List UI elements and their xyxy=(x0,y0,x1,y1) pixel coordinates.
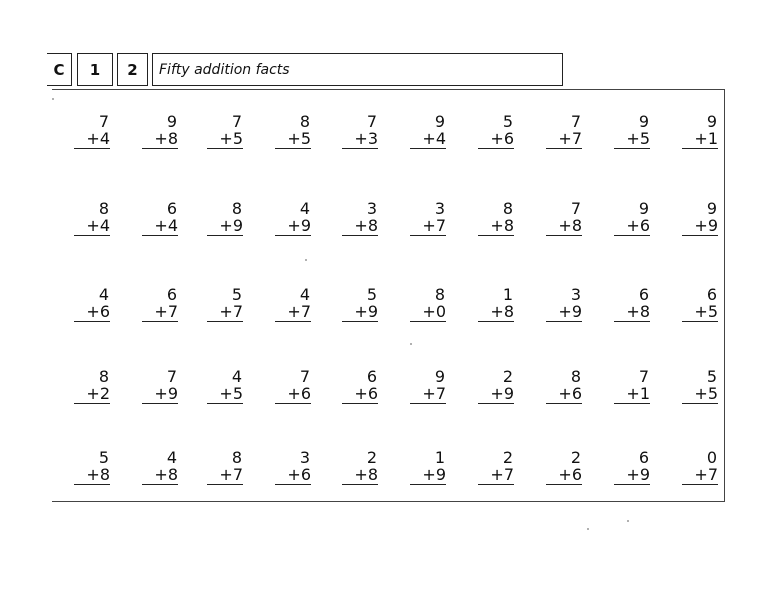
addend-top: 8 xyxy=(231,199,242,218)
addend-top: 8 xyxy=(299,112,310,131)
addend-top: 3 xyxy=(434,199,445,218)
addition-problem xyxy=(614,449,650,485)
addition-problem xyxy=(546,286,582,322)
addition-problem xyxy=(207,286,243,322)
addend-bottom: +6 xyxy=(478,130,514,149)
addition-problem xyxy=(342,449,378,485)
addend-bottom: +6 xyxy=(546,466,582,485)
addend-bottom: +7 xyxy=(478,466,514,485)
addend-top: 4 xyxy=(299,199,310,218)
addition-problem xyxy=(342,368,378,404)
addition-problem xyxy=(546,449,582,485)
addend-bottom: +9 xyxy=(142,385,178,404)
addend-top: 6 xyxy=(706,285,717,304)
addend-bottom: +5 xyxy=(682,303,718,322)
addend-bottom: +1 xyxy=(682,130,718,149)
addend-top: 6 xyxy=(638,285,649,304)
addend-top: 5 xyxy=(98,448,109,467)
addend-top: 6 xyxy=(638,448,649,467)
addition-problem xyxy=(410,449,446,485)
addition-problem xyxy=(142,368,178,404)
addition-problem xyxy=(546,113,582,149)
addend-top: 4 xyxy=(299,285,310,304)
series-box xyxy=(47,53,72,86)
addend-top: 6 xyxy=(366,367,377,386)
addend-top: 7 xyxy=(166,367,177,386)
addend-top: 4 xyxy=(98,285,109,304)
addition-problem xyxy=(275,449,311,485)
addition-problem xyxy=(142,449,178,485)
addition-problem xyxy=(478,286,514,322)
addition-problem xyxy=(614,200,650,236)
addition-problem xyxy=(342,286,378,322)
addend-bottom: +2 xyxy=(74,385,110,404)
addition-problem xyxy=(546,368,582,404)
addition-problem xyxy=(207,449,243,485)
addend-bottom: +9 xyxy=(546,303,582,322)
addend-bottom: +0 xyxy=(410,303,446,322)
scan-speck xyxy=(410,343,412,345)
addition-problem xyxy=(142,113,178,149)
addend-bottom: +8 xyxy=(478,217,514,236)
addend-top: 8 xyxy=(231,448,242,467)
addition-problem xyxy=(74,286,110,322)
addition-problem xyxy=(682,368,718,404)
addend-bottom: +8 xyxy=(142,466,178,485)
addition-problem xyxy=(207,113,243,149)
addend-top: 9 xyxy=(706,112,717,131)
addend-top: 5 xyxy=(231,285,242,304)
addition-problem xyxy=(682,286,718,322)
addend-bottom: +4 xyxy=(74,217,110,236)
addition-problem xyxy=(275,113,311,149)
addend-top: 9 xyxy=(166,112,177,131)
addend-top: 6 xyxy=(166,199,177,218)
addend-top: 8 xyxy=(98,199,109,218)
addend-top: 2 xyxy=(570,448,581,467)
title-box xyxy=(152,53,563,86)
series-label: C xyxy=(53,60,65,79)
addend-bottom: +9 xyxy=(682,217,718,236)
addition-problem xyxy=(275,200,311,236)
addend-bottom: +6 xyxy=(614,217,650,236)
addend-top: 5 xyxy=(366,285,377,304)
addend-bottom: +7 xyxy=(207,466,243,485)
addend-bottom: +8 xyxy=(142,130,178,149)
addition-problem xyxy=(614,368,650,404)
addend-bottom: +9 xyxy=(275,217,311,236)
addend-top: 7 xyxy=(638,367,649,386)
addend-top: 4 xyxy=(231,367,242,386)
addend-bottom: +7 xyxy=(682,466,718,485)
addition-problem xyxy=(142,286,178,322)
scan-speck xyxy=(627,520,629,522)
addition-problem xyxy=(342,113,378,149)
addition-problem xyxy=(614,286,650,322)
scan-speck xyxy=(305,259,307,261)
addend-bottom: +4 xyxy=(142,217,178,236)
addend-top: 9 xyxy=(638,112,649,131)
addend-bottom: +8 xyxy=(342,217,378,236)
addition-problem xyxy=(410,286,446,322)
addend-top: 7 xyxy=(366,112,377,131)
addend-bottom: +6 xyxy=(546,385,582,404)
level-b-label: 2 xyxy=(127,60,138,79)
addend-bottom: +5 xyxy=(682,385,718,404)
scan-speck xyxy=(52,98,54,100)
addend-bottom: +7 xyxy=(275,303,311,322)
addition-problem xyxy=(478,200,514,236)
addend-top: 2 xyxy=(366,448,377,467)
addition-problem xyxy=(682,200,718,236)
addend-top: 5 xyxy=(706,367,717,386)
addend-top: 7 xyxy=(98,112,109,131)
addition-problem xyxy=(275,286,311,322)
problem-sheet xyxy=(52,89,725,502)
addition-problem xyxy=(74,449,110,485)
worksheet-title: Fifty addition facts xyxy=(159,61,290,78)
addend-top: 6 xyxy=(166,285,177,304)
addend-bottom: +5 xyxy=(207,130,243,149)
addend-bottom: +4 xyxy=(74,130,110,149)
level-a-label: 1 xyxy=(89,60,101,79)
addend-bottom: +6 xyxy=(275,385,311,404)
addition-problem xyxy=(546,200,582,236)
addend-bottom: +7 xyxy=(207,303,243,322)
addition-problem xyxy=(682,449,718,485)
addend-top: 7 xyxy=(570,199,581,218)
addend-top: 1 xyxy=(502,285,513,304)
addend-top: 2 xyxy=(502,367,513,386)
addend-top: 4 xyxy=(166,448,177,467)
addition-problem xyxy=(207,368,243,404)
addition-problem xyxy=(74,113,110,149)
addend-top: 9 xyxy=(434,112,445,131)
addend-bottom: +7 xyxy=(410,217,446,236)
addend-bottom: +8 xyxy=(342,466,378,485)
addend-top: 3 xyxy=(299,448,310,467)
scan-speck xyxy=(587,528,589,530)
addend-bottom: +4 xyxy=(410,130,446,149)
addend-bottom: +8 xyxy=(74,466,110,485)
addend-top: 2 xyxy=(502,448,513,467)
addend-bottom: +6 xyxy=(74,303,110,322)
addend-top: 9 xyxy=(706,199,717,218)
addition-problem xyxy=(275,368,311,404)
addend-top: 3 xyxy=(366,199,377,218)
addend-top: 5 xyxy=(502,112,513,131)
addend-bottom: +6 xyxy=(275,466,311,485)
addend-top: 9 xyxy=(638,199,649,218)
addend-bottom: +8 xyxy=(478,303,514,322)
addend-bottom: +8 xyxy=(546,217,582,236)
addition-problem xyxy=(410,200,446,236)
addend-bottom: +1 xyxy=(614,385,650,404)
addition-problem xyxy=(614,113,650,149)
addition-problem xyxy=(410,113,446,149)
addend-bottom: +9 xyxy=(478,385,514,404)
addition-problem xyxy=(478,368,514,404)
level-box-a xyxy=(77,53,113,86)
addend-bottom: +5 xyxy=(207,385,243,404)
addition-problem xyxy=(410,368,446,404)
addend-top: 3 xyxy=(570,285,581,304)
addend-top: 7 xyxy=(570,112,581,131)
addend-top: 0 xyxy=(706,448,717,467)
addend-top: 1 xyxy=(434,448,445,467)
addend-bottom: +7 xyxy=(410,385,446,404)
addend-top: 8 xyxy=(98,367,109,386)
addend-bottom: +9 xyxy=(342,303,378,322)
addend-bottom: +7 xyxy=(546,130,582,149)
addend-bottom: +9 xyxy=(614,466,650,485)
addend-bottom: +3 xyxy=(342,130,378,149)
addition-problem xyxy=(74,200,110,236)
addition-problem xyxy=(142,200,178,236)
addition-problem xyxy=(342,200,378,236)
addend-top: 9 xyxy=(434,367,445,386)
addend-bottom: +6 xyxy=(342,385,378,404)
addition-problem xyxy=(478,113,514,149)
level-box-b xyxy=(117,53,148,86)
addend-top: 7 xyxy=(299,367,310,386)
addend-bottom: +5 xyxy=(275,130,311,149)
addition-problem xyxy=(207,200,243,236)
addend-bottom: +7 xyxy=(142,303,178,322)
addition-problem xyxy=(74,368,110,404)
addend-top: 8 xyxy=(502,199,513,218)
addend-bottom: +5 xyxy=(614,130,650,149)
addend-bottom: +9 xyxy=(207,217,243,236)
addend-bottom: +9 xyxy=(410,466,446,485)
addend-top: 8 xyxy=(434,285,445,304)
addend-top: 7 xyxy=(231,112,242,131)
addition-problem xyxy=(682,113,718,149)
addend-bottom: +8 xyxy=(614,303,650,322)
addend-top: 8 xyxy=(570,367,581,386)
addition-problem xyxy=(478,449,514,485)
